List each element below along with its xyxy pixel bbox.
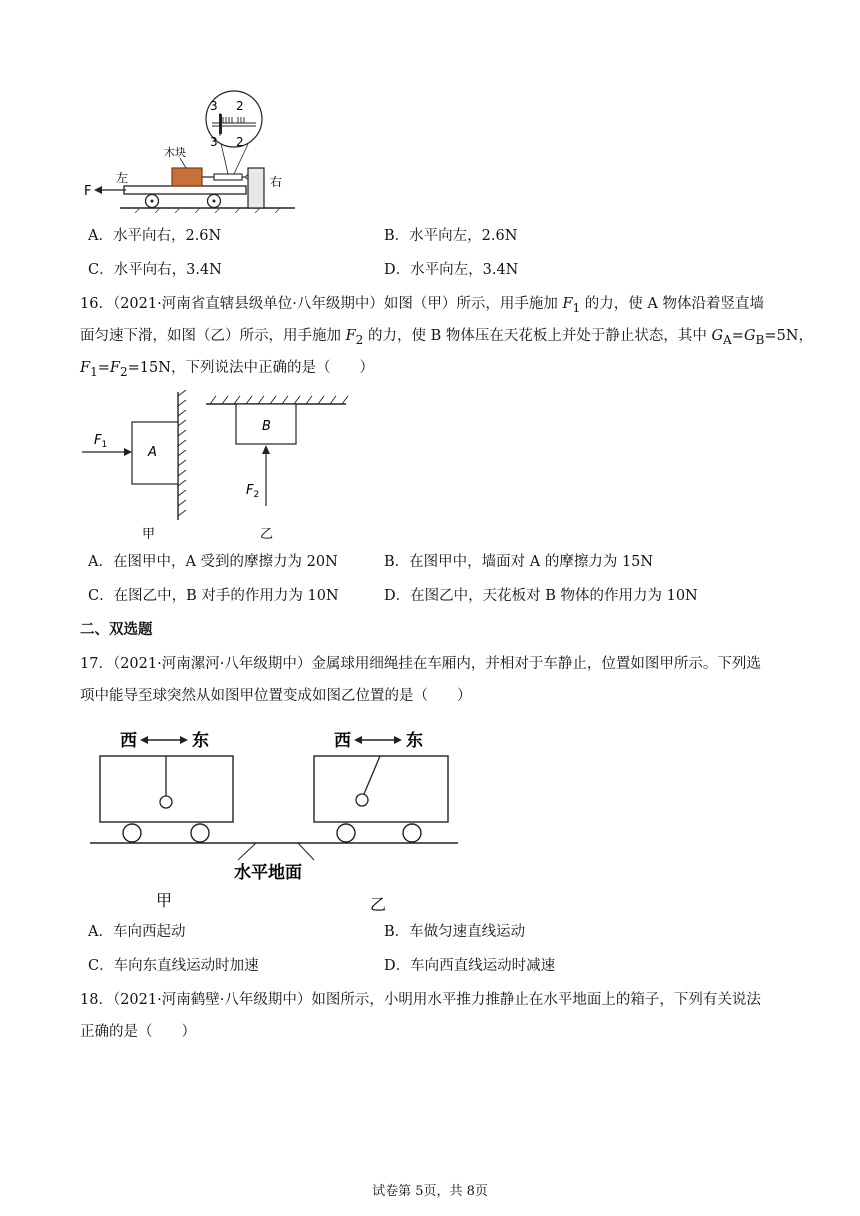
f2-label [246,483,259,500]
q16-sub: 2 [119,364,128,379]
q16-option-a[interactable]: A．在图甲中，A 受到的摩擦力为 20N [88,554,338,570]
fig-jia-label: 甲 [142,527,156,542]
q16-text: 的力，使 B 物体压在天花板上并处于静止状态，其中 [363,328,712,344]
scale-top-3: 3 [210,99,218,113]
left-label: 左 [116,171,129,185]
f2-sub: 2 [253,490,260,500]
q15-figure [80,84,320,214]
q16-stem-line1 [80,294,764,318]
q16-var: F [109,360,120,376]
right-label: 右 [270,175,283,189]
q15-option-a[interactable]: A．水平向右，2.6N [88,228,222,244]
q15-option-d[interactable]: D．水平向左，3.4N [384,262,519,278]
q17-option-a[interactable]: A．车向西起动 [88,924,186,940]
q16-text: =5N， [764,328,813,344]
fig-yi-label: 乙 [370,895,387,914]
q16-text: 的力，使 A 物体沿着竖直墙 [580,296,764,312]
q16-sub: 1 [572,300,581,315]
q16-var: G [743,328,756,344]
q18-stem-line1: 18．（2021·河南鹤壁·八年级期中）如图所示，小明用水平推力推静止在水平地面上的箱子，下列有关说法 [80,992,761,1008]
section-title: 二、双选题 [80,621,153,638]
fig-jia-label: 甲 [156,891,173,910]
q16-var: F [562,296,573,312]
q15-option-b[interactable]: B．水平向左，2.6N [384,228,518,244]
q16-stem-line3 [80,358,374,382]
f1-sub: 1 [101,440,108,450]
q16-var: F [345,328,356,344]
q16-sub: B [755,332,765,347]
q16-option-d[interactable]: D．在图乙中，天花板对 B 物体的作用力为 10N [384,588,698,604]
f2-var: F [246,483,254,498]
q17-figure [88,722,468,918]
q16-text: 16．（2021·河南省直辖县级单位·八年级期中）如图（甲）所示，用手施加 [80,296,563,312]
q17-option-d[interactable]: D．车向西直线运动时减速 [384,958,556,974]
q16-text: = [97,360,110,376]
q16-text: = [731,328,744,344]
scale-bottom-3: 3 [210,135,218,149]
q16-var: G [711,328,724,344]
scale-top-2: 2 [236,99,244,113]
q17-stem-line2: 项中能导至球突然从如图甲位置变成如图乙位置的是（ ） [80,688,472,704]
q16-sub: 2 [355,332,364,347]
block-b-label: B [262,419,271,434]
block-a-label: A [148,445,157,460]
f1-label [94,433,107,450]
block-label: 木块 [164,146,186,159]
q15-option-c[interactable]: C．水平向右，3.4N [88,262,222,278]
q16-sub: 1 [90,364,98,379]
q17-stem-line1: 17．（2021·河南漯河·八年级期中）金属球用细绳挂在车厢内，并相对于车静止，位置如图甲所示。下列选 [80,656,761,672]
fig-yi-label: 乙 [260,527,274,542]
q16-stem-line2 [80,326,813,350]
q16-text: =15N，下列说法中正确的是（ ） [127,360,374,376]
q16-option-c[interactable]: C．在图乙中，B 对手的作用力为 10N [88,588,339,604]
east-label-yi: 东 [406,731,423,751]
f1-var: F [94,433,102,448]
q17-option-b[interactable]: B．车做匀速直线运动 [384,924,526,940]
q17-option-c[interactable]: C．车向东直线运动时加速 [88,958,259,974]
west-label-yi: 西 [334,731,351,751]
east-label-jia: 东 [192,731,209,751]
page-footer: 试卷第 5页，共 8页 [372,1184,488,1199]
q18-stem-line2: 正确的是（ ） [80,1024,196,1040]
west-label-jia: 西 [120,731,137,751]
q16-text: 面匀速下滑，如图（乙）所示，用手施加 [80,328,346,344]
q16-sub: A [723,332,732,347]
force-label: F [84,184,92,199]
q16-var: F [80,360,91,376]
ground-label: 水平地面 [234,863,302,883]
q16-option-b[interactable]: B．在图甲中，墙面对 A 的摩擦力为 15N [384,554,654,570]
q16-figure [80,388,360,544]
scale-bottom-2: 2 [236,135,244,149]
